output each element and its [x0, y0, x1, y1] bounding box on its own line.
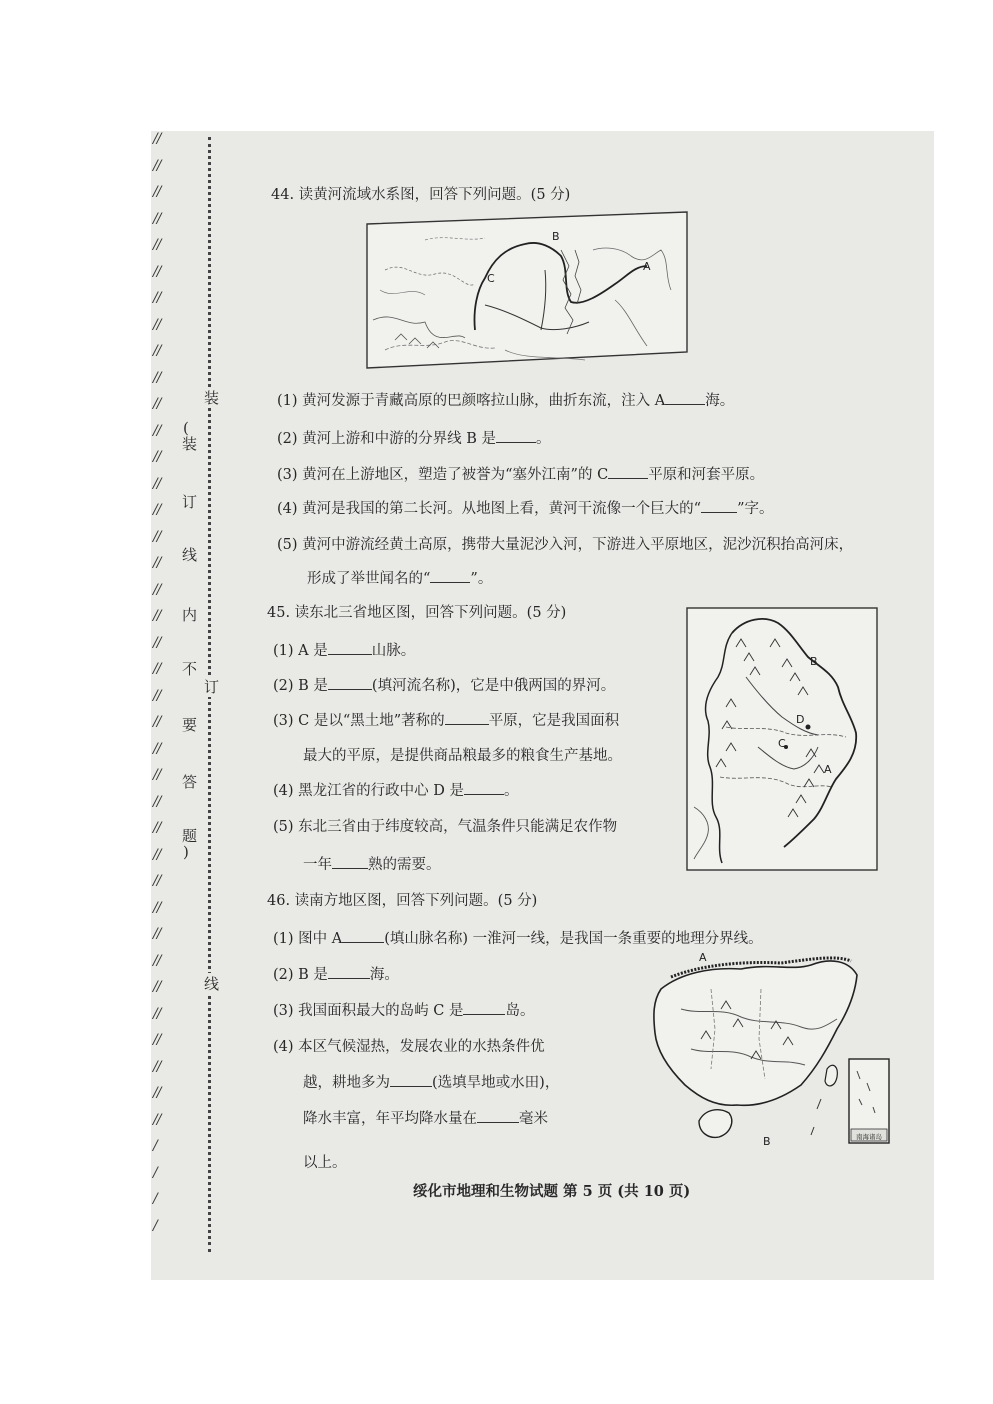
margin-slash: // — [153, 1005, 161, 1022]
q44-item-5-cont: 形成了举世闻名的“ ”。 — [307, 571, 493, 587]
margin-slash: / — [153, 1217, 157, 1234]
margin-slash: / — [153, 1164, 157, 1181]
answer-blank[interactable] — [445, 712, 489, 725]
map44-label-b: B — [552, 230, 560, 243]
q44-item-3: (3) 黄河在上游地区，塑造了被誉为“塞外江南”的 C 平原和河套平原。 — [277, 467, 765, 483]
q45-item-5-cont: 一年 熟的需要。 — [303, 857, 441, 873]
notice-char: 不 — [182, 660, 198, 678]
margin-slash: // — [153, 131, 161, 147]
answer-blank[interactable] — [463, 1002, 505, 1015]
q45-item-3: (3) C 是以“黑土地”著称的 平原，它是我国面积 — [273, 713, 620, 729]
yellow-river-map — [365, 210, 689, 372]
q46-item-2: (2) B 是 海。 — [273, 967, 399, 983]
q46-item-3: (3) 我国面积最大的岛屿 C 是 岛。 — [273, 1003, 535, 1019]
notice-char: 线 — [182, 546, 198, 564]
margin-slash: // — [153, 979, 161, 995]
q45-item-1: (1) A 是 山脉。 — [273, 643, 416, 659]
margin-slash: // — [153, 740, 161, 757]
q46-item-1: (1) 图中 A (填山脉名称) 一淮河一线，是我国一条重要的地理分界线。 — [273, 931, 763, 947]
margin-slash: // — [153, 157, 161, 174]
answer-blank[interactable] — [328, 642, 372, 655]
margin-slash: // — [153, 555, 161, 571]
margin-slash: // — [153, 316, 161, 333]
answer-blank[interactable] — [328, 966, 370, 979]
q44-item-4: (4) 黄河是我国的第二长河。从地图上看，黄河干流像一个巨大的“ ”字。 — [277, 501, 774, 517]
q45-item-4: (4) 黑龙江省的行政中心 D 是 。 — [273, 783, 519, 799]
northeast-china-map — [686, 607, 878, 871]
notice-char: 题 — [182, 827, 198, 845]
margin-slash: // — [153, 475, 161, 492]
margin-slash: // — [153, 767, 161, 783]
notice-char: 订 — [182, 493, 198, 511]
margin-slash: // — [153, 952, 161, 969]
margin-slash: // — [153, 793, 161, 810]
margin-slash: // — [153, 1032, 161, 1048]
answer-blank[interactable] — [390, 1074, 432, 1087]
margin-slash: // — [153, 1058, 161, 1075]
margin-slash: // — [153, 661, 161, 677]
map44-label-a: A — [643, 260, 651, 273]
exam-page — [151, 131, 934, 1280]
margin-slash: / — [153, 1138, 157, 1154]
q45-item-5: (5) 东北三省由于纬度较高，气温条件只能满足农作物 — [273, 819, 618, 835]
map44-label-c: C — [487, 272, 495, 285]
map45-label-b: B — [810, 655, 818, 668]
margin-slash: // — [153, 687, 161, 704]
margin-slash: // — [153, 449, 161, 465]
map46-inset-label: 南海诸岛 — [856, 1133, 882, 1141]
q46-item-4-cont: 越，耕地多为 (选填旱地或水田)， — [303, 1075, 560, 1091]
q46-item-4: (4) 本区气候湿热，发展农业的水热条件优 — [273, 1039, 545, 1055]
map45-label-c: C — [778, 737, 786, 750]
q44-title: 44. 读黄河流域水系图，回答下列问题。(5 分) — [271, 187, 571, 203]
notice-char: 答 — [182, 773, 198, 791]
margin-slash: // — [153, 714, 161, 730]
margin-slash: // — [153, 184, 161, 200]
binding-label-xian: 线 — [204, 975, 220, 993]
margin-slash: // — [153, 634, 161, 651]
binding-label-ding: 订 — [204, 678, 220, 696]
map45-label-d: D — [796, 713, 805, 726]
margin-slash: // — [153, 608, 161, 624]
margin-slash: // — [153, 581, 161, 598]
margin-slash: // — [153, 873, 161, 889]
q44-item-2: (2) 黄河上游和中游的分界线 B 是 。 — [277, 431, 551, 447]
margin-slash: // — [153, 369, 161, 386]
notice-char: 装 — [182, 435, 198, 453]
map46-label-a: A — [699, 951, 707, 964]
q45-item-3-cont: 最大的平原，是提供商品粮最多的粮食生产基地。 — [303, 748, 622, 764]
answer-blank[interactable] — [496, 430, 536, 443]
southern-china-map — [641, 949, 893, 1149]
q46-item-4-cont2: 降水丰富，年平均降水量在 毫米 — [303, 1111, 548, 1127]
margin-slash: // — [153, 263, 161, 280]
margin-slash: // — [153, 528, 161, 545]
page-footer: 绥化市地理和生物试题 第 5 页 (共 10 页) — [413, 1183, 691, 1200]
answer-blank[interactable] — [665, 392, 705, 405]
answer-blank[interactable] — [430, 570, 470, 583]
notice-char: ) — [183, 843, 189, 861]
answer-blank[interactable] — [328, 677, 372, 690]
answer-blank[interactable] — [464, 782, 504, 795]
notice-char: 内 — [182, 606, 198, 624]
notice-char: ( — [183, 419, 189, 437]
margin-slash: // — [153, 846, 161, 863]
margin-slash: // — [153, 1111, 161, 1128]
answer-blank[interactable] — [701, 500, 737, 513]
q45-item-2: (2) B 是 (填河流名称)，它是中俄两国的界河。 — [273, 678, 616, 694]
margin-slash: // — [153, 820, 161, 836]
margin-slash: // — [153, 210, 161, 227]
q46-title: 46. 读南方地区图，回答下列问题。(5 分) — [267, 893, 538, 909]
margin-slash: // — [153, 237, 161, 253]
margin-slash: // — [153, 290, 161, 306]
answer-blank[interactable] — [477, 1110, 519, 1123]
q44-item-5: (5) 黄河中游流经黄土高原，携带大量泥沙入河，下游进入平原地区，泥沙沉积抬高河床， — [277, 537, 854, 553]
answer-blank[interactable] — [332, 856, 368, 869]
map46-label-b: B — [763, 1135, 771, 1148]
answer-blank[interactable] — [608, 466, 648, 479]
margin-slash: // — [153, 1085, 161, 1101]
q46-item-4-cont3: 以上。 — [303, 1155, 347, 1171]
margin-slash: // — [153, 926, 161, 942]
margin-slash: / — [153, 1191, 157, 1207]
margin-slash-marks — [151, 131, 181, 1280]
margin-slash: // — [153, 899, 161, 916]
notice-char: 要 — [182, 716, 198, 734]
q45-title: 45. 读东北三省地区图，回答下列问题。(5 分) — [267, 605, 567, 621]
map45-label-a: A — [824, 763, 832, 776]
margin-slash: // — [153, 396, 161, 412]
margin-slash: // — [153, 343, 161, 359]
margin-slash: // — [153, 422, 161, 439]
q44-item-1: (1) 黄河发源于青藏高原的巴颜喀拉山脉，曲折东流，注入 A 海。 — [277, 393, 735, 409]
answer-blank[interactable] — [342, 930, 384, 943]
margin-slash: // — [153, 502, 161, 518]
binding-label-zhuang: 装 — [204, 389, 220, 407]
